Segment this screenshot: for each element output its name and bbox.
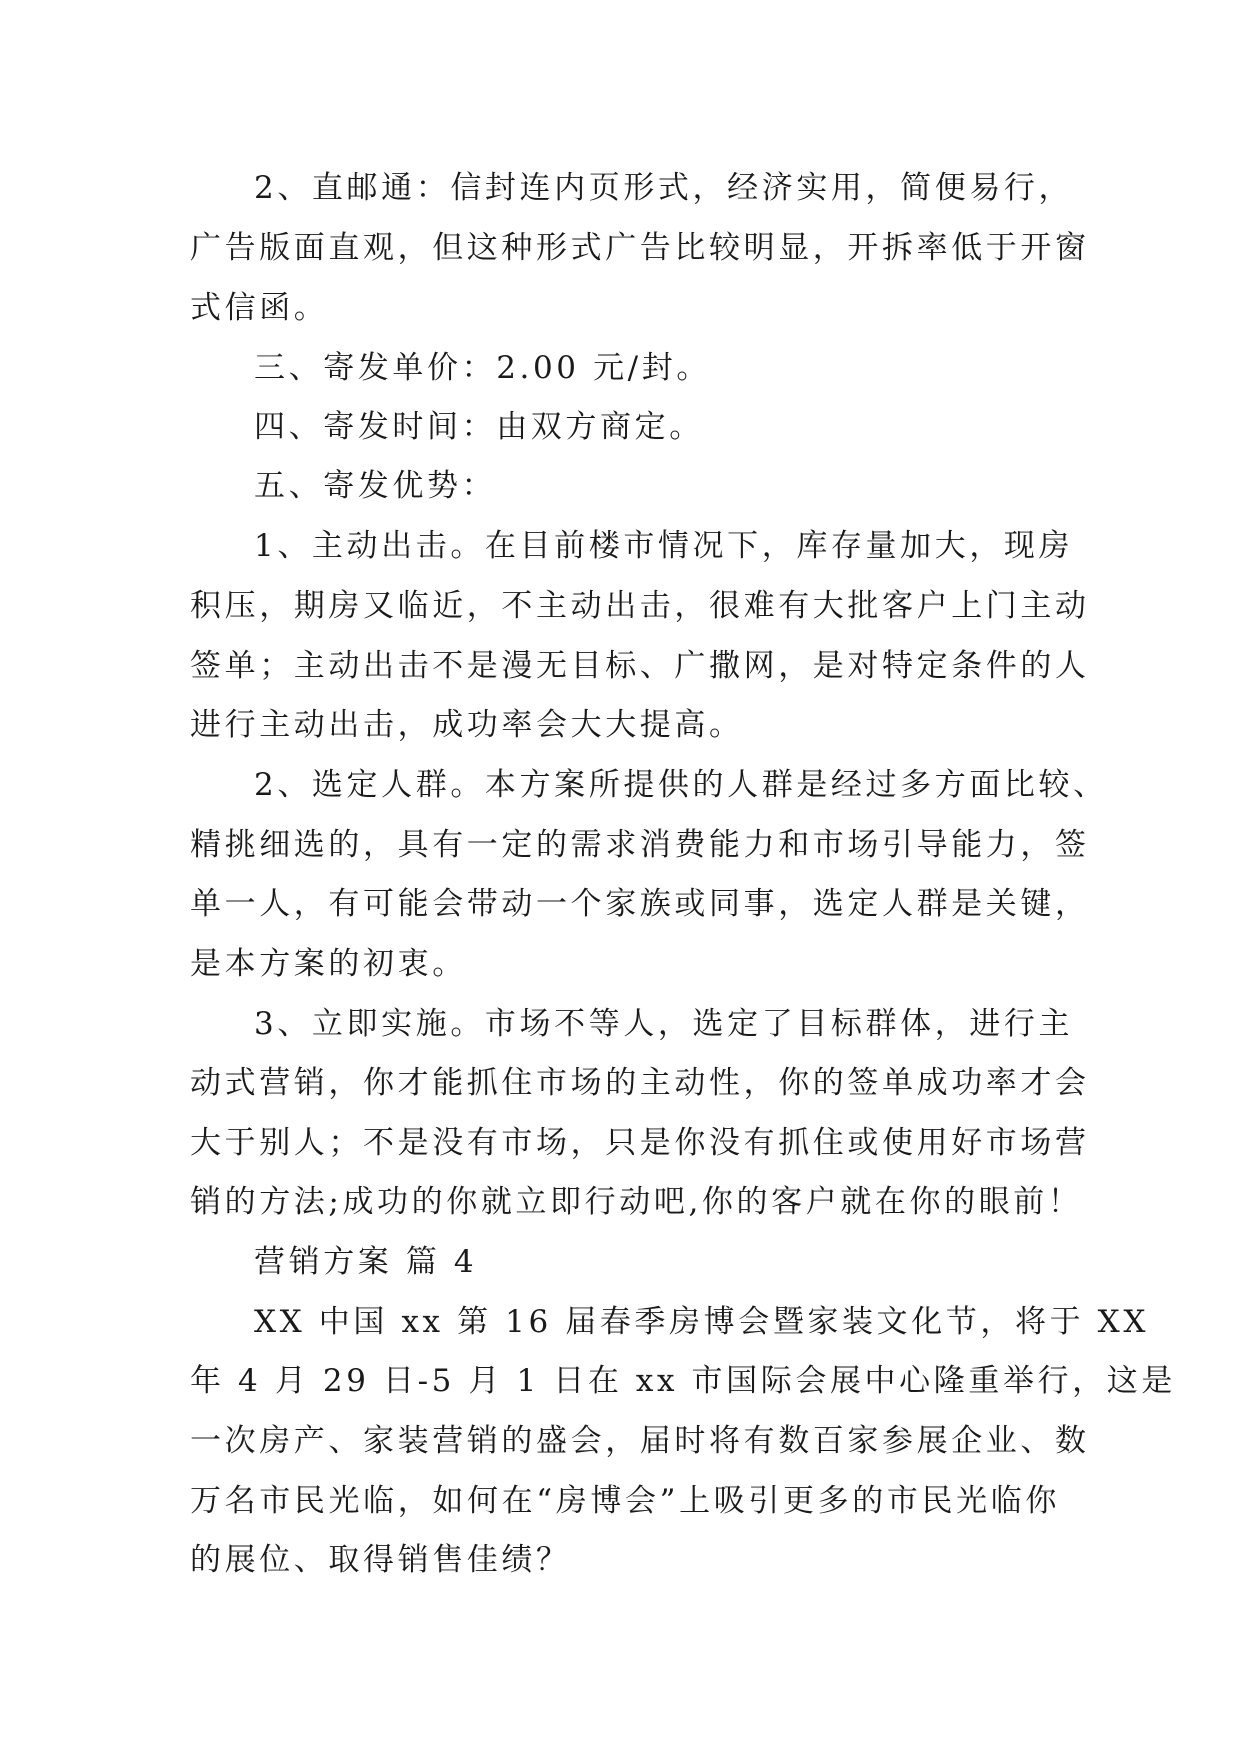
paragraph-line: 广告版面直观，但这种形式广告比较明显，开拆率低于开窗 bbox=[190, 230, 1090, 266]
paragraph-line: 精挑细选的，具有一定的需求消费能力和市场引导能力，签 bbox=[190, 827, 1090, 863]
paragraph-line: 式信函。 bbox=[190, 290, 329, 326]
section-heading: 五、寄发优势： bbox=[254, 468, 497, 504]
paragraph-line: 的展位、取得销售佳绩？ bbox=[190, 1542, 571, 1578]
paragraph-line: 积压，期房又临近，不主动出击，很难有大批客户上门主动 bbox=[190, 588, 1090, 624]
paragraph-line: 2、直邮通：信封连内页形式，经济实用，简便易行， bbox=[254, 170, 1074, 206]
paragraph-line: 年 4 月 29 日-5 月 1 日在 xx 市国际会展中心隆重举行，这是 bbox=[190, 1363, 1176, 1399]
paragraph-line: 是本方案的初衷。 bbox=[190, 946, 467, 982]
paragraph-line: 四、寄发时间：由双方商定。 bbox=[254, 409, 704, 445]
paragraph-line: 单一人，有可能会带动一个家族或同事，选定人群是关键， bbox=[190, 886, 1090, 922]
paragraph-line: 一次房产、家装营销的盛会，届时将有数百家参展企业、数 bbox=[190, 1423, 1090, 1459]
paragraph-line: 3、立即实施。市场不等人，选定了目标群体，进行主 bbox=[254, 1006, 1074, 1042]
paragraph-line: 动式营销，你才能抓住市场的主动性，你的签单成功率才会 bbox=[190, 1065, 1090, 1101]
paragraph-line: XX 中国 xx 第 16 届春季房博会暨家装文化节，将于 XX bbox=[254, 1304, 1150, 1340]
paragraph-line: 1、主动出击。在目前楼市情况下，库存量加大，现房 bbox=[254, 528, 1074, 564]
paragraph-line: 2、选定人群。本方案所提供的人群是经过多方面比较、 bbox=[254, 767, 1108, 803]
paragraph-line: 大于别人；不是没有市场，只是你没有抓住或使用好市场营 bbox=[190, 1125, 1090, 1161]
paragraph-line: 销的方法;成功的你就立即行动吧,你的客户就在你的眼前！ bbox=[190, 1184, 1083, 1220]
paragraph-line: 三、寄发单价：2.00 元/封。 bbox=[254, 350, 711, 386]
paragraph-line: 签单；主动出击不是漫无目标、广撒网，是对特定条件的人 bbox=[190, 648, 1090, 684]
paragraph-line: 进行主动出击，成功率会大大提高。 bbox=[190, 707, 744, 743]
section-title: 营销方案 篇 4 bbox=[254, 1244, 478, 1280]
paragraph-line: 万名市民光临，如何在“房博会”上吸引更多的市民光临你 bbox=[190, 1483, 1060, 1519]
